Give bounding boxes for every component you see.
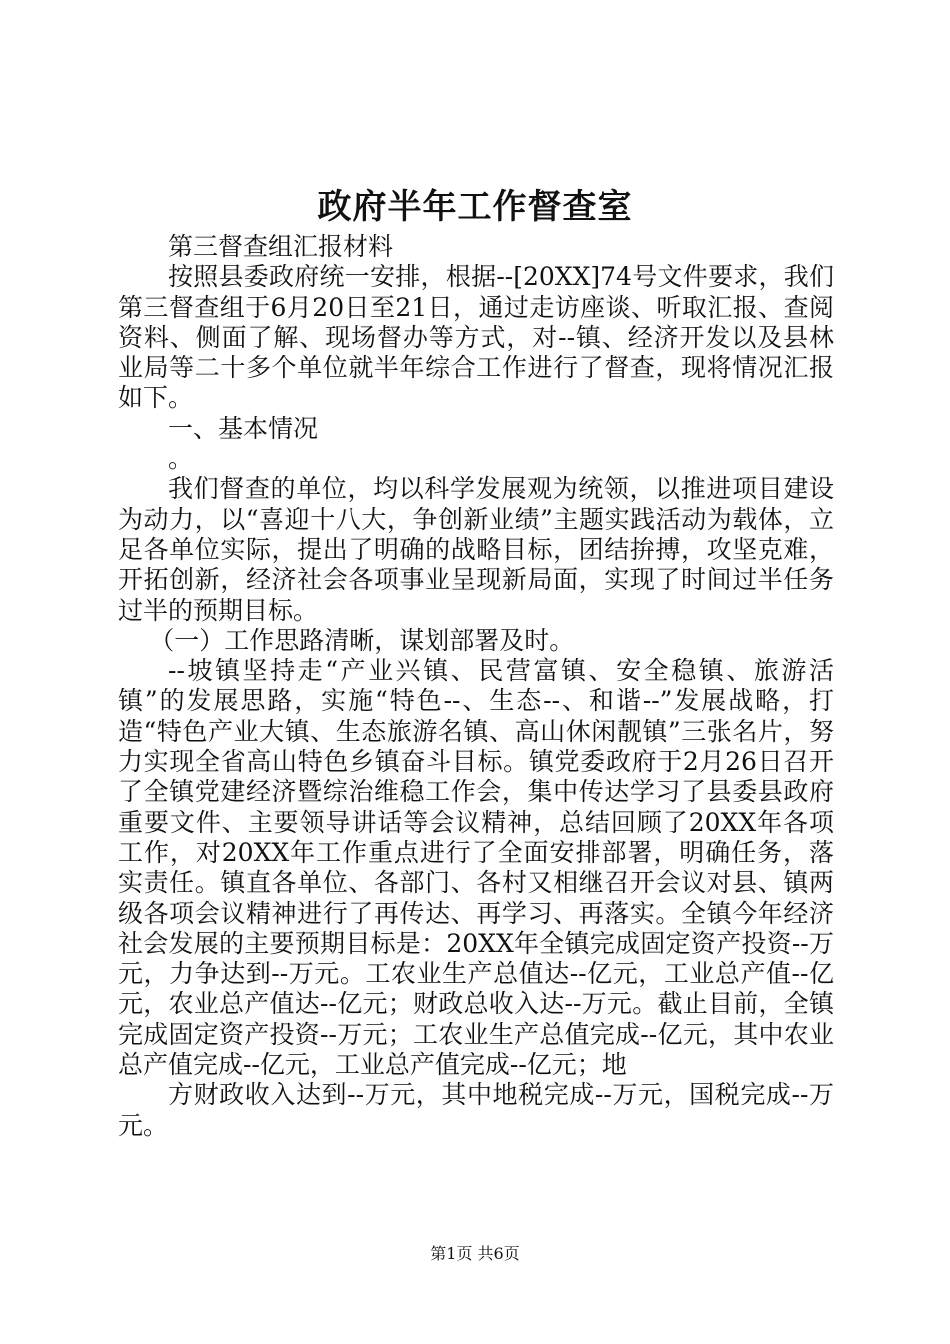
paragraph-finance: 方财政收入达到--万元，其中地税完成--万元，国税完成--万元。 <box>118 1080 834 1140</box>
subsection-heading-1: （一）工作思路清晰，谋划部署及时。 <box>149 625 575 655</box>
document-title: 政府半年工作督查室 <box>317 187 633 227</box>
document-body <box>118 232 834 1141</box>
paragraph-period: 。 <box>168 444 194 474</box>
paragraph-intro: 按照县委政府统一安排，根据--[20XX]74号文件要求，我们第三督查组于6月20日至21日，通过走访座谈、听取汇报、查阅资料、侧面了解、现场督办等方式，对--镇、经济开发以及县林业局等二十多个单位就半年综合工作进行了督查，现将情况汇报如下。 <box>118 262 834 413</box>
paragraph-overview: 我们督查的单位，均以科学发展观为统领，以推进项目建设为动力，以“喜迎十八大，争创新业绩”主题实践活动为载体，立足各单位实际，提出了明确的战略目标，团结拚搏，攻坚克难，开拓创新，经济社会各项事业呈现新局面，实现了时间过半任务过半的预期目标。 <box>118 474 834 625</box>
paragraph-details: --坡镇坚持走“产业兴镇、民营富镇、安全稳镇、旅游活镇”的发展思路，实施“特色--、生态--、和谐--”发展战略，打造“特色产业大镇、生态旅游名镇、高山休闲靓镇”三张名片，努力实现全省高山特色乡镇奋斗目标。镇党委政府于2月26日召开了全镇党建经济暨综治维稳工作会，集中传达学习了县委县政府重要文件、主要领导讲话等会议精神，总结回顾了20XX年各项工作，对20XX年工作重点进行了全面安排部署，明确任务，落实责任。镇直各单位、各部门、各村又相继召开会议对县、镇两级各项会议精神进行了再传达、再学习、再落实。全镇今年经济社会发展的主要预期目标是：20XX年全镇完成固定资产投资--万元，力争达到--万元。工农业生产总值达--亿元，工业总产值--亿元，农业总产值达--亿元；财政总收入达--万元。截止目前，全镇完成固定资产投资--万元；工农业生产总值完成--亿元，其中农业总产值完成--亿元，工业总产值完成--亿元；地 <box>118 656 834 1080</box>
section-heading-basic: 一、基本情况 <box>168 413 319 443</box>
page-footer: 第1页 共6页 <box>430 1244 520 1263</box>
paragraph-subtitle: 第三督查组汇报材料 <box>168 232 394 261</box>
